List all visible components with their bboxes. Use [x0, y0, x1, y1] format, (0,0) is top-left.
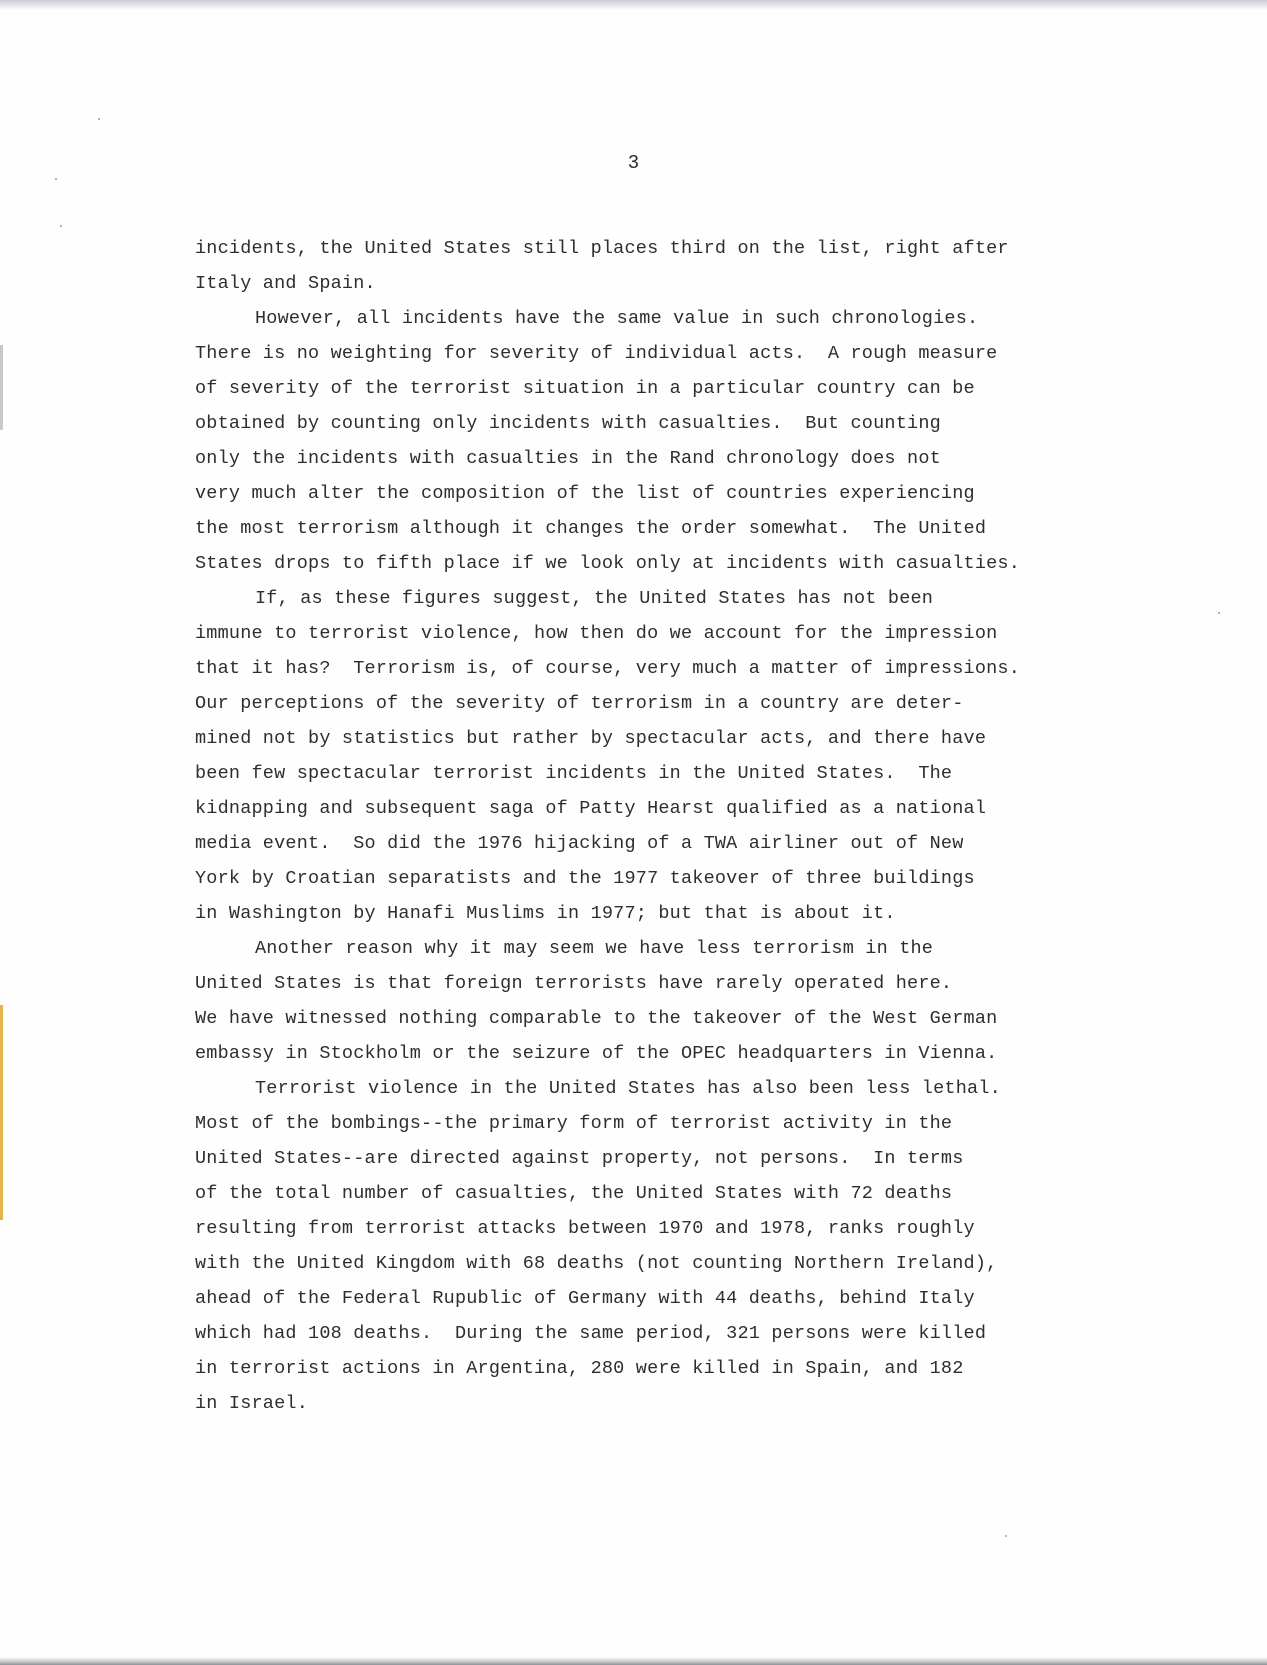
text-line: which had 108 deaths. During the same period, 321 persons were killed: [195, 1323, 987, 1344]
text-line: United States--are directed against property, not persons. In terms: [195, 1148, 964, 1169]
paragraph: [195, 931, 1195, 1071]
text-line: Most of the bombings--the primary form of terrorist activity in the: [195, 1113, 953, 1134]
scan-left-mark: [0, 345, 3, 430]
text-line: York by Croatian separatists and the 1977 takeover of three buildings: [195, 868, 975, 889]
text-line: If, as these figures suggest, the United States has not been: [255, 588, 934, 609]
text-line: of severity of the terrorist situation in a particular country can be: [195, 378, 975, 399]
body-text: [195, 231, 1195, 1421]
paragraph: [195, 231, 1195, 301]
text-line: States drops to fifth place if we look only at incidents with casualties.: [195, 553, 1021, 574]
scan-speck: [1218, 612, 1220, 614]
paragraph: [195, 581, 1195, 931]
text-line: United States is that foreign terrorists have rarely operated here.: [195, 973, 953, 994]
scan-top-edge: [0, 0, 1267, 10]
text-line: resulting from terrorist attacks between 1970 and 1978, ranks roughly: [195, 1218, 975, 1239]
scan-bottom-edge: [0, 1657, 1267, 1665]
paragraph: [195, 301, 1195, 581]
text-line: Another reason why it may seem we have less terrorism in the: [255, 938, 934, 959]
text-line: obtained by counting only incidents with casualties. But counting: [195, 413, 941, 434]
text-line: ahead of the Federal Rupublic of Germany with 44 deaths, behind Italy: [195, 1288, 975, 1309]
text-line: very much alter the composition of the list of countries experiencing: [195, 483, 975, 504]
scan-left-mark: [0, 1005, 3, 1220]
text-line: Italy and Spain.: [195, 273, 376, 294]
text-line: mined not by statistics but rather by spectacular acts, and there have: [195, 728, 987, 749]
text-line: We have witnessed nothing comparable to the takeover of the West German: [195, 1008, 998, 1029]
scan-speck: [1005, 1535, 1007, 1537]
text-line: of the total number of casualties, the United States with 72 deaths: [195, 1183, 953, 1204]
text-line: in Washington by Hanafi Muslims in 1977; but that is about it.: [195, 903, 896, 924]
text-line: kidnapping and subsequent saga of Patty Hearst qualified as a national: [195, 798, 987, 819]
text-line: only the incidents with casualties in the Rand chronology does not: [195, 448, 941, 469]
text-line: that it has? Terrorism is, of course, very much a matter of impressions.: [195, 658, 1021, 679]
paragraph: [195, 1071, 1195, 1421]
text-line: the most terrorism although it changes the order somewhat. The United: [195, 518, 987, 539]
text-line: been few spectacular terrorist incidents in the United States. The: [195, 763, 953, 784]
scan-speck: [98, 118, 100, 120]
text-line: Terrorist violence in the United States has also been less lethal.: [255, 1078, 1001, 1099]
scan-speck: [55, 178, 57, 180]
scan-speck: [60, 225, 62, 227]
text-line: Our perceptions of the severity of terrorism in a country are deter-: [195, 693, 964, 714]
text-line: immune to terrorist violence, how then do we account for the impression: [195, 623, 998, 644]
text-line: with the United Kingdom with 68 deaths (not counting Northern Ireland),: [195, 1253, 998, 1274]
text-line: There is no weighting for severity of individual acts. A rough measure: [195, 343, 998, 364]
text-line: embassy in Stockholm or the seizure of the OPEC headquarters in Vienna.: [195, 1043, 998, 1064]
text-line: in terrorist actions in Argentina, 280 were killed in Spain, and 182: [195, 1358, 964, 1379]
text-line: However, all incidents have the same value in such chronologies.: [255, 308, 979, 329]
page-number: 3: [627, 152, 640, 174]
text-line: in Israel.: [195, 1393, 309, 1414]
text-line: media event. So did the 1976 hijacking of a TWA airliner out of New: [195, 833, 964, 854]
text-line: incidents, the United States still places third on the list, right after: [195, 238, 1009, 259]
